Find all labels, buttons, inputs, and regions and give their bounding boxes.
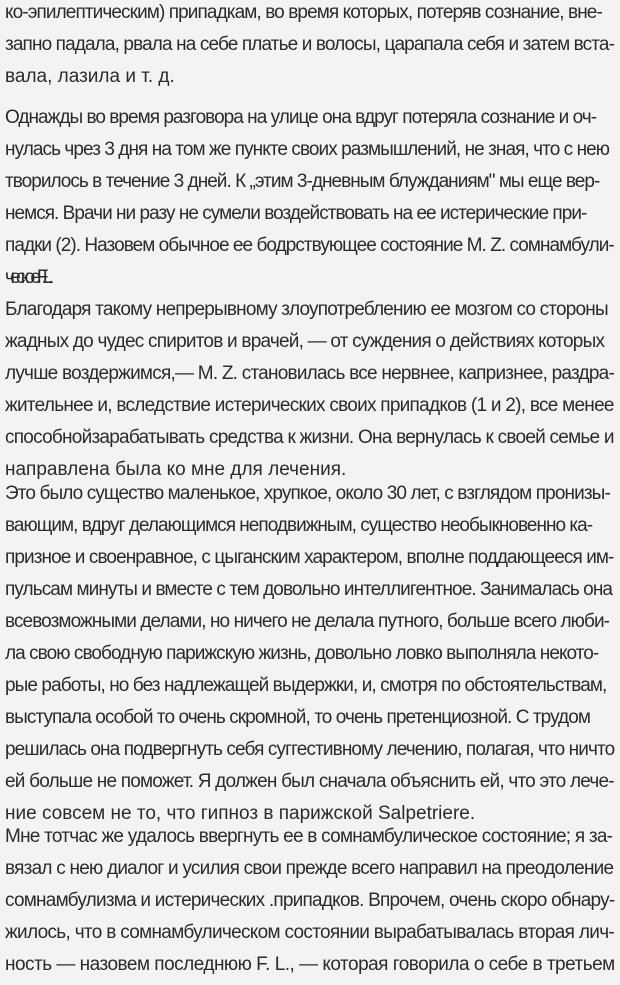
text-line: запно падала, рвала на себе платье и волосы, царапала себя и затем вста- (5, 34, 615, 55)
text-line: вала, лазила и т. д. (5, 66, 175, 87)
text-line: Мне тотчас же удалось ввергнуть ее в сомнамбулическое состояние; я за- (5, 826, 613, 847)
text-line: направлена была ко мне для лечения. (5, 459, 347, 480)
text-line: жадных до чудес спиритов и врачей, — от суждения о действиях которых (5, 331, 605, 352)
text-line: ла свою свободную парижскую жизнь, довольно ловко выполняла некото- (5, 643, 599, 664)
text-line: выступала особой то очень скромной, то очень претенциозной. С трудом (5, 707, 590, 728)
text-line: решилась она подвергнуть себя суггестивному лечению, полагая, что ничто (5, 739, 615, 760)
text-line: сомнамбулизма и истерических .припадков. Впрочем, очень скоро обнару- (5, 890, 615, 911)
text-line: призное и своенравное, с цыганским характером, вполне поддающееся им- (5, 547, 614, 568)
text-line: ние совсем не то, что гипноз в парижской Salpetriere. (5, 803, 476, 824)
text-line: жилось, что в сомнамбулическом состоянии вырабатывалась вторая лич- (5, 922, 615, 943)
text-line: способнойзарабатывать средства к жизни. Она вернулась к своей семье и (5, 427, 614, 448)
text-line: нулась чрез 3 дня на том же пункте своих размышлений, не зная, что с нею (5, 139, 610, 160)
paragraph (5, 0, 614, 93)
text-line: Однажды во время разговора на улице она вдруг потеряла сознание и оч- (5, 107, 597, 128)
text-line: ко-эпилептическим) припадкам, во время которых, потеряв сознание, вне- (5, 2, 602, 23)
paragraph (5, 478, 614, 830)
paragraph (5, 102, 614, 486)
text-line: Благодаря такому непрерывному злоупотреблению ее мозгом со стороны (5, 299, 608, 320)
text-line: пульсам минуты и вместе с тем довольно интеллигентное. Занималась она (5, 579, 613, 600)
text-line: падки (2). Назовем обычное ее бодрствующее состояние М. Z. сомнамбули- (5, 235, 614, 256)
text-line: всевозможными делами, но ничего не делала путного, больше всего люби- (5, 611, 610, 632)
paragraph (5, 821, 615, 981)
text-line: Это было существо маленькое, хрупкое, около 30 лет, с взглядом пронизы- (5, 483, 610, 504)
text-line: ческое F. L. (5, 267, 50, 288)
text-line: жительнее и, вследствие истерических своих припадков (1 и 2), все менее (5, 395, 614, 416)
text-line: рые работы, но без надлежащей выдержки, и, смотря по обстоятельствам, (5, 675, 607, 696)
text-line: немся. Врачи ни разу не сумели воздействовать на ее истерические при- (5, 203, 587, 224)
text-line: ей больше не поможет. Я должен был сначала объяснить ей, что это лече- (5, 771, 614, 792)
text-line: вязал с нею диалог и усилия свои прежде всего направил на преодоление (5, 858, 614, 879)
text-line: вающим, вдруг делающимся неподвижным, существо необыкновенно ка- (5, 515, 593, 536)
text-line: лучше воздержимся,— М. Z. становилась все нервнее, капризнее, раздра- (5, 363, 615, 384)
text-line: творилось в течение 3 дней. К „этим 3-дневным блужданиям" мы еще вер- (5, 171, 600, 192)
text-line: ность — назовем последнюю F. L., — которая говорила о себе в третьем (5, 954, 615, 975)
